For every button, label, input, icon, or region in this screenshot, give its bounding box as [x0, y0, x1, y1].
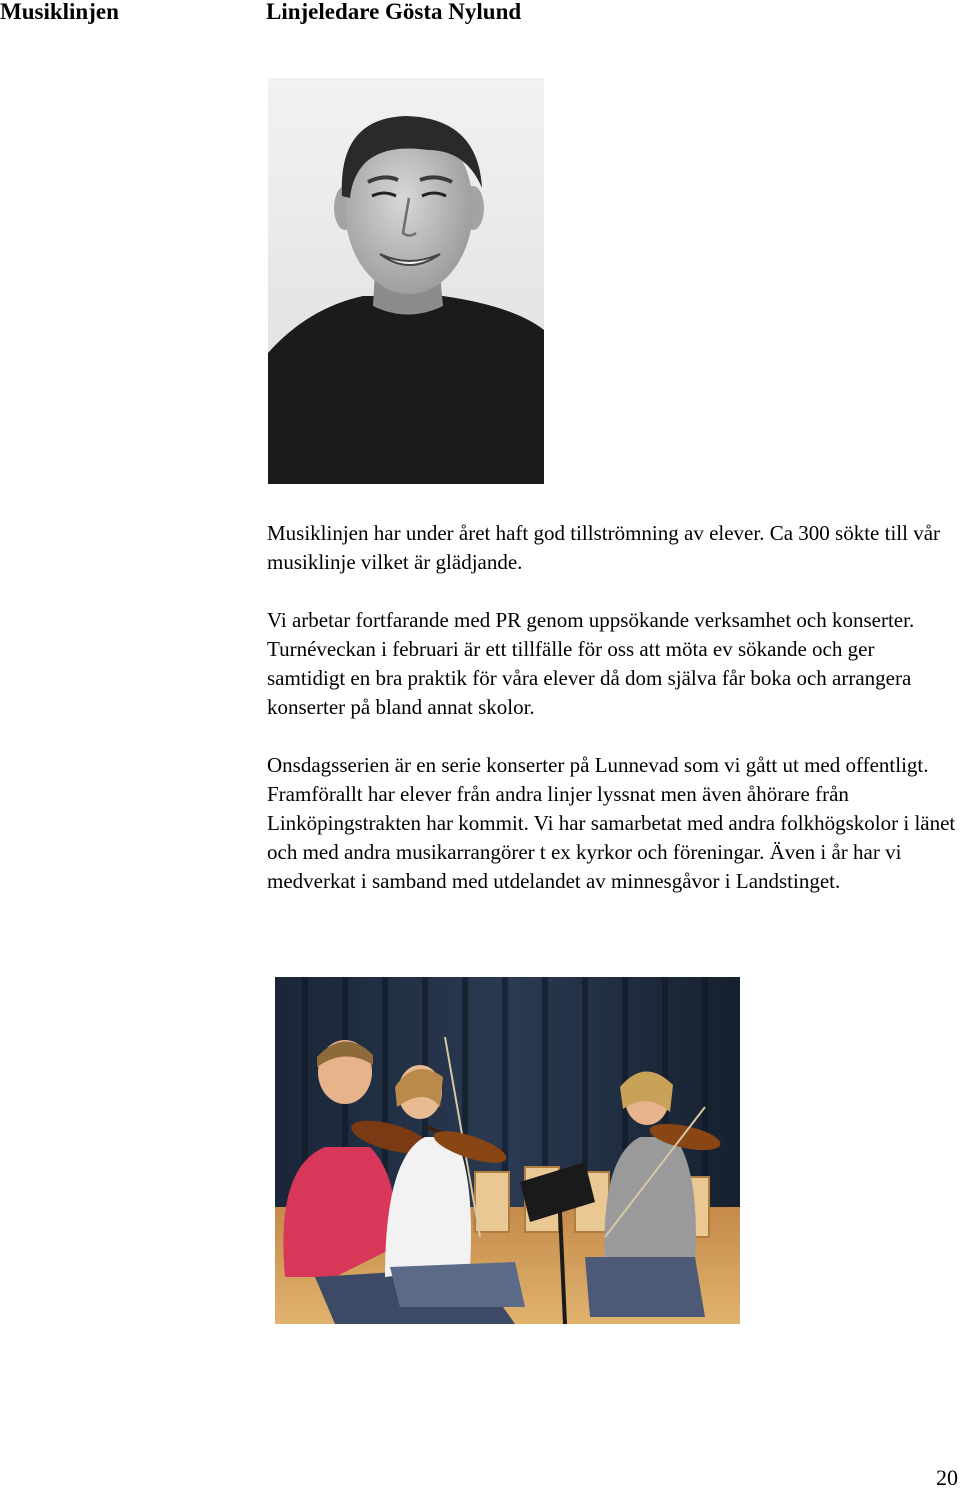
line-leader-title: Linjeledare Gösta Nylund: [266, 0, 522, 24]
portrait-photo: [268, 78, 544, 484]
paragraph-applicants: Musiklinjen har under året haft god tillströmning av elever. Ca 300 sökte till vår musiklinje vilket är glädjande.: [267, 521, 941, 574]
paragraph-wednesday-series: Onsdagsserien är en serie konserter på Lunnevad som vi gått ut med offentligt. Framförallt har elever från andra linjer lyssnat men även åhörare från Linköpingstrakten har kommit. Vi har samarbetat med andra folkhögskolor i länet och med andra musikarrangörer t ex kyrkor och föreningar. Även i år har vi medverkat i samband med utdelandet av minnesgåvor i Landstinget.: [267, 753, 956, 893]
page-number: 20: [936, 1465, 958, 1490]
paragraph-pr-tour: Vi arbetar fortfarande med PR genom uppsökande verksamhet och konserter. Turnéveckan i februari är ett tillfälle för oss att möta ev sökande och ger samtidigt en bra praktik för våra elever då dom själva får boka och arrangera konserter på bland annat skolor.: [267, 608, 915, 719]
section-title: Musiklinjen: [0, 0, 119, 24]
ensemble-photo: [275, 977, 740, 1324]
